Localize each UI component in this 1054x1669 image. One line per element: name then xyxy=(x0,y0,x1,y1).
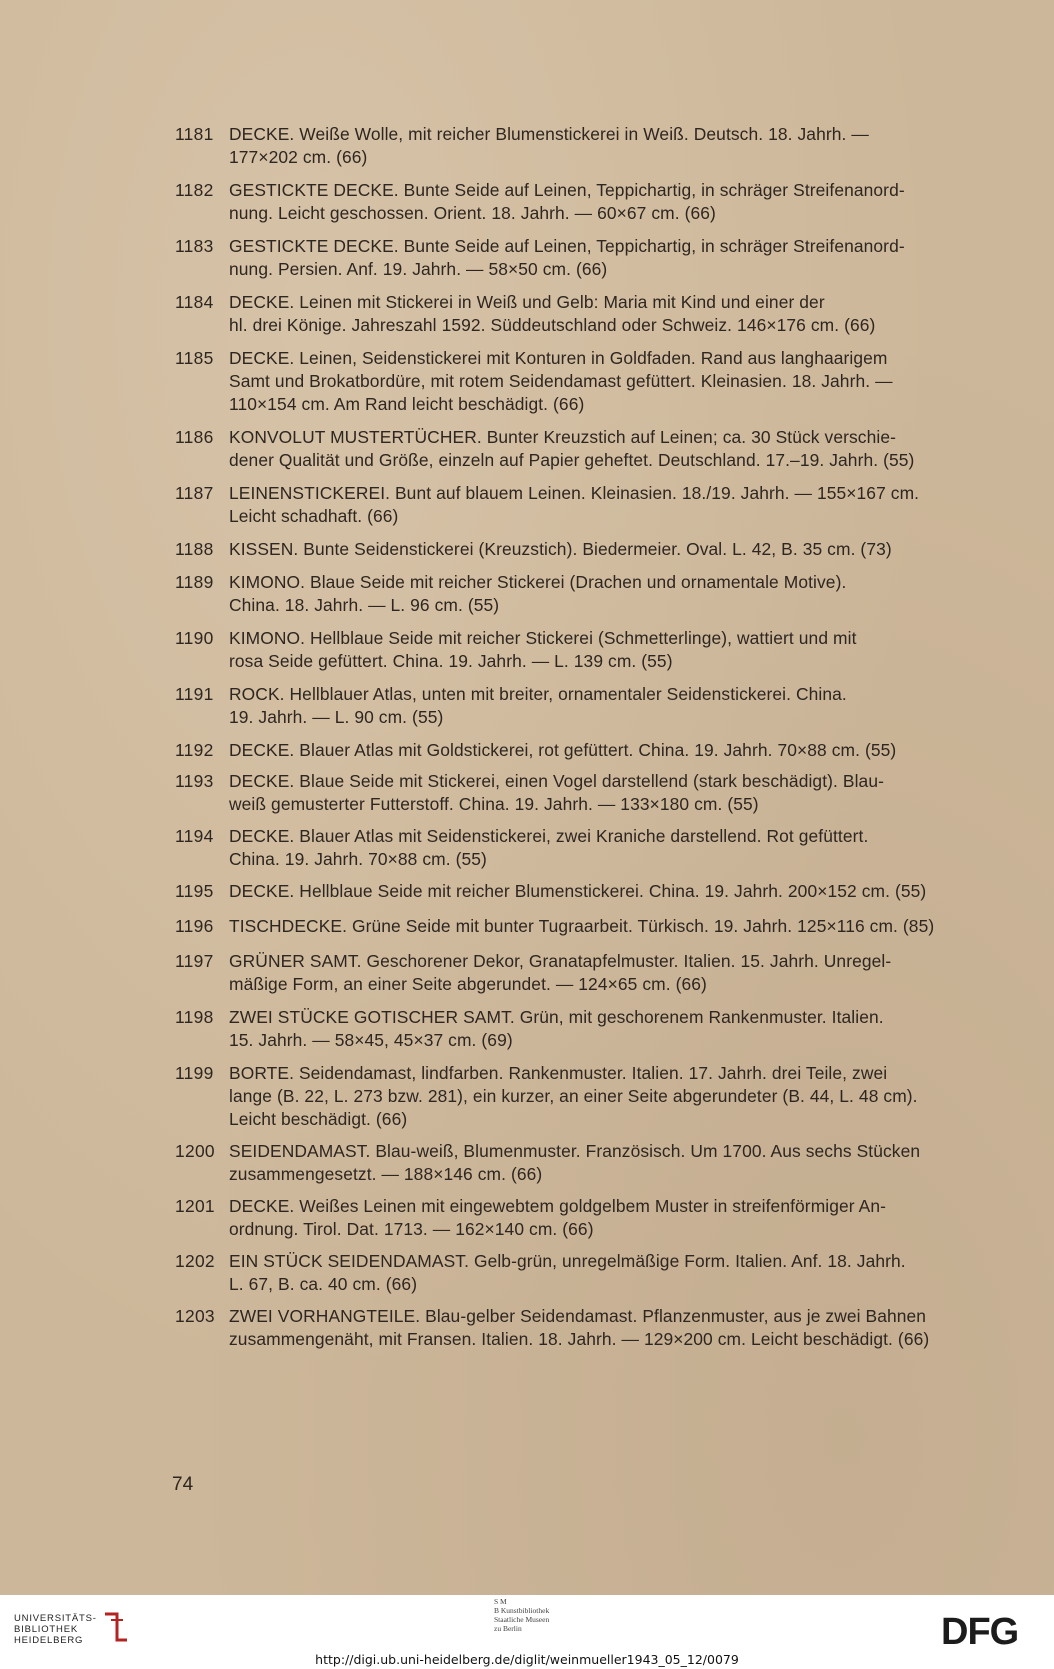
description-line: zusammengesetzt. — 188×146 cm. (66) xyxy=(229,1164,543,1184)
lot-description xyxy=(229,1305,1041,1351)
description-line: KIMONO. Hellblaue Seide mit reicher Stickerei (Schmetterlinge), wattiert und mit xyxy=(229,628,857,648)
description-line: GESTICKTE DECKE. Bunte Seide auf Leinen, Teppichartig, in schräger Streifenanord- xyxy=(229,180,905,200)
lot-number: 1188 xyxy=(175,539,214,559)
stamp-line: S M xyxy=(494,1597,507,1606)
description-line: zusammengenäht, mit Fransen. Italien. 18. Jahrh. — 129×200 cm. Leicht beschädigt. (66) xyxy=(229,1329,930,1349)
description-line: 110×154 cm. Am Rand leicht beschädigt. (66) xyxy=(229,394,585,414)
catalog-entry xyxy=(175,482,1041,528)
description-line: Samt und Brokatbordüre, mit rotem Seidendamast gefüttert. Kleinasien. 18. Jahrh. — xyxy=(229,371,893,391)
catalog-entry xyxy=(175,1305,1041,1351)
lot-number: 1192 xyxy=(175,740,214,760)
lot-description xyxy=(229,235,1041,281)
description-line: LEINENSTICKEREI. Bunt auf blauem Leinen. Kleinasien. 18./19. Jahrh. — 155×167 cm. xyxy=(229,483,920,503)
lot-description xyxy=(229,291,1041,337)
catalog-entry xyxy=(175,347,1041,416)
description-line: dener Qualität und Größe, einzeln auf Papier geheftet. Deutschland. 17.–19. Jahrh. (55) xyxy=(229,450,915,470)
page-number: 74 xyxy=(172,1474,194,1495)
catalog-entry xyxy=(175,1140,1041,1186)
description-line: TISCHDECKE. Grüne Seide mit bunter Tugraarbeit. Türkisch. 19. Jahrh. 125×116 cm. (85) xyxy=(229,916,935,936)
description-line: GRÜNER SAMT. Geschorener Dekor, Granatapfelmuster. Italien. 15. Jahrh. Unregel- xyxy=(229,951,892,971)
lot-description xyxy=(229,1062,1041,1131)
lot-description xyxy=(229,1195,1041,1241)
description-line: China. 18. Jahrh. — L. 96 cm. (55) xyxy=(229,595,500,615)
description-line: 177×202 cm. (66) xyxy=(229,147,368,167)
lot-number: 1202 xyxy=(175,1251,215,1271)
lot-number: 1183 xyxy=(175,236,214,256)
lot-description xyxy=(229,739,1041,762)
description-line: DECKE. Weißes Leinen mit eingewebtem goldgelbem Muster in streifenförmiger An- xyxy=(229,1196,887,1216)
description-line: KONVOLUT MUSTERTÜCHER. Bunter Kreuzstich auf Leinen; ca. 30 Stück verschie- xyxy=(229,427,896,447)
lot-description xyxy=(229,179,1041,225)
description-line: KIMONO. Blaue Seide mit reicher Stickerei (Drachen und ornamentale Motive). xyxy=(229,572,847,592)
catalog-entry xyxy=(175,1062,1041,1131)
lot-description xyxy=(229,347,1041,416)
catalog-entry xyxy=(175,770,1041,816)
lot-number: 1198 xyxy=(175,1007,214,1027)
description-line: SEIDENDAMAST. Blau-weiß, Blumenmuster. Französisch. Um 1700. Aus sechs Stücken xyxy=(229,1141,921,1161)
lot-number: 1197 xyxy=(175,951,214,971)
library-name-line: BIBLIOTHEK xyxy=(14,1623,78,1635)
lot-number: 1194 xyxy=(175,826,214,846)
catalog-entry xyxy=(175,1006,1041,1052)
library-logo[interactable] xyxy=(14,1610,131,1648)
catalog-entry xyxy=(175,291,1041,337)
footer xyxy=(0,1595,1054,1669)
lot-description xyxy=(229,1006,1041,1052)
description-line: nung. Persien. Anf. 19. Jahrh. — 58×50 cm. (66) xyxy=(229,259,608,279)
description-line: lange (B. 22, L. 273 bzw. 281), ein kurzer, an einer Seite abgerundeter (B. 44, L. 48 cm). xyxy=(229,1086,918,1106)
catalog-entry xyxy=(175,179,1041,225)
description-line: 15. Jahrh. — 58×45, 45×37 cm. (69) xyxy=(229,1030,513,1050)
description-line: KISSEN. Bunte Seidenstickerei (Kreuzstich). Biedermeier. Oval. L. 42, B. 35 cm. (73) xyxy=(229,539,892,559)
description-line: nung. Leicht geschossen. Orient. 18. Jahrh. — 60×67 cm. (66) xyxy=(229,203,716,223)
lot-number: 1196 xyxy=(175,916,214,936)
lot-number: 1195 xyxy=(175,881,214,901)
lot-description xyxy=(229,123,1041,169)
lot-number: 1185 xyxy=(175,348,214,368)
stamp-line: zu Berlin xyxy=(494,1624,522,1633)
lot-number: 1184 xyxy=(175,292,214,312)
catalog-entry xyxy=(175,538,1041,561)
catalog-entry xyxy=(175,950,1041,996)
catalog-entry xyxy=(175,123,1041,169)
catalog-entry xyxy=(175,880,1041,903)
lot-number: 1193 xyxy=(175,771,214,791)
lot-description xyxy=(229,825,1041,871)
lot-description xyxy=(229,482,1041,528)
description-line: DECKE. Weiße Wolle, mit reicher Blumenstickerei in Weiß. Deutsch. 18. Jahrh. — xyxy=(229,124,869,144)
catalog-entry xyxy=(175,627,1041,673)
description-line: China. 19. Jahrh. 70×88 cm. (55) xyxy=(229,849,487,869)
description-line: DECKE. Blaue Seide mit Stickerei, einen Vogel darstellend (stark beschädigt). Blau- xyxy=(229,771,884,791)
description-line: DECKE. Blauer Atlas mit Goldstickerei, rot gefüttert. China. 19. Jahrh. 70×88 cm. (55) xyxy=(229,740,897,760)
lot-number: 1187 xyxy=(175,483,214,503)
description-line: 19. Jahrh. — L. 90 cm. (55) xyxy=(229,707,444,727)
description-line: DECKE. Blauer Atlas mit Seidenstickerei, zwei Kraniche darstellend. Rot gefüttert. xyxy=(229,826,869,846)
lot-description xyxy=(229,571,1041,617)
description-line: GESTICKTE DECKE. Bunte Seide auf Leinen, Teppichartig, in schräger Streifenanord- xyxy=(229,236,905,256)
catalog-entry xyxy=(175,235,1041,281)
lot-number: 1181 xyxy=(175,124,214,144)
catalog-entry xyxy=(175,825,1041,871)
lot-description xyxy=(229,880,1041,903)
description-line: ROCK. Hellblauer Atlas, unten mit breiter, ornamentaler Seidenstickerei. China. xyxy=(229,684,847,704)
lot-description xyxy=(229,683,1041,729)
lot-number: 1189 xyxy=(175,572,214,592)
description-line: ZWEI STÜCKE GOTISCHER SAMT. Grün, mit geschorenem Rankenmuster. Italien. xyxy=(229,1007,884,1027)
stamp-line: B Kunstbibliothek xyxy=(494,1606,550,1615)
library-name-line: UNIVERSITÄTS- xyxy=(14,1612,97,1624)
lot-description xyxy=(229,1250,1041,1296)
lot-number: 1200 xyxy=(175,1141,215,1161)
lot-number: 1191 xyxy=(175,684,214,704)
lot-description xyxy=(229,1140,1041,1186)
description-line: ordnung. Tirol. Dat. 1713. — 162×140 cm. (66) xyxy=(229,1219,594,1239)
stamp-line: Staatliche Museen xyxy=(494,1615,550,1624)
lot-description xyxy=(229,915,1041,938)
description-line: DECKE. Leinen, Seidenstickerei mit Konturen in Goldfaden. Rand aus langhaarigem xyxy=(229,348,888,368)
description-line: ZWEI VORHANGTEILE. Blau-gelber Seidendamast. Pflanzenmuster, aus je zwei Bahnen xyxy=(229,1306,927,1326)
description-line: Leicht schadhaft. (66) xyxy=(229,506,399,526)
description-line: rosa Seide gefüttert. China. 19. Jahrh. — L. 139 cm. (55) xyxy=(229,651,673,671)
library-name xyxy=(14,1613,97,1646)
catalog-entry xyxy=(175,683,1041,729)
lot-number: 1190 xyxy=(175,628,214,648)
description-line: mäßige Form, an einer Seite abgerundet. — 124×65 cm. (66) xyxy=(229,974,707,994)
library-emblem-icon xyxy=(101,1610,131,1648)
lot-description xyxy=(229,950,1041,996)
catalog-entry xyxy=(175,739,1041,762)
dfg-logo[interactable]: DFG xyxy=(941,1611,1019,1653)
lot-number: 1201 xyxy=(175,1196,215,1216)
description-line: BORTE. Seidendamast, lindfarben. Rankenmuster. Italien. 17. Jahrh. drei Teile, zwei xyxy=(229,1063,888,1083)
lot-description xyxy=(229,538,1041,561)
lot-number: 1199 xyxy=(175,1063,214,1083)
lot-description xyxy=(229,426,1041,472)
lot-description xyxy=(229,627,1041,673)
catalog-entry xyxy=(175,1250,1041,1296)
catalog-entry xyxy=(175,915,1041,938)
catalog-entry xyxy=(175,426,1041,472)
description-line: DECKE. Leinen mit Stickerei in Weiß und Gelb: Maria mit Kind und einer der xyxy=(229,292,825,312)
lot-number: 1203 xyxy=(175,1306,215,1326)
description-line: EIN STÜCK SEIDENDAMAST. Gelb-grün, unregelmäßige Form. Italien. Anf. 18. Jahrh. xyxy=(229,1251,906,1271)
lot-number: 1182 xyxy=(175,180,214,200)
catalog-entries xyxy=(175,123,1041,1361)
library-name-line: HEIDELBERG xyxy=(14,1634,84,1646)
lot-number: 1186 xyxy=(175,427,214,447)
description-line: L. 67, B. ca. 40 cm. (66) xyxy=(229,1274,418,1294)
museum-stamp xyxy=(494,1597,614,1633)
lot-description xyxy=(229,770,1041,816)
description-line: Leicht beschädigt. (66) xyxy=(229,1109,408,1129)
description-line: DECKE. Hellblaue Seide mit reicher Blumenstickerei. China. 19. Jahrh. 200×152 cm. (55) xyxy=(229,881,927,901)
description-line: hl. drei Könige. Jahreszahl 1592. Süddeutschland oder Schweiz. 146×176 cm. (66) xyxy=(229,315,876,335)
catalog-entry xyxy=(175,1195,1041,1241)
source-url[interactable]: http://digi.ub.uni-heidelberg.de/diglit/weinmueller1943_05_12/0079 xyxy=(315,1652,739,1667)
description-line: weiß gemusterter Futterstoff. China. 19. Jahrh. — 133×180 cm. (55) xyxy=(229,794,759,814)
catalog-entry xyxy=(175,571,1041,617)
